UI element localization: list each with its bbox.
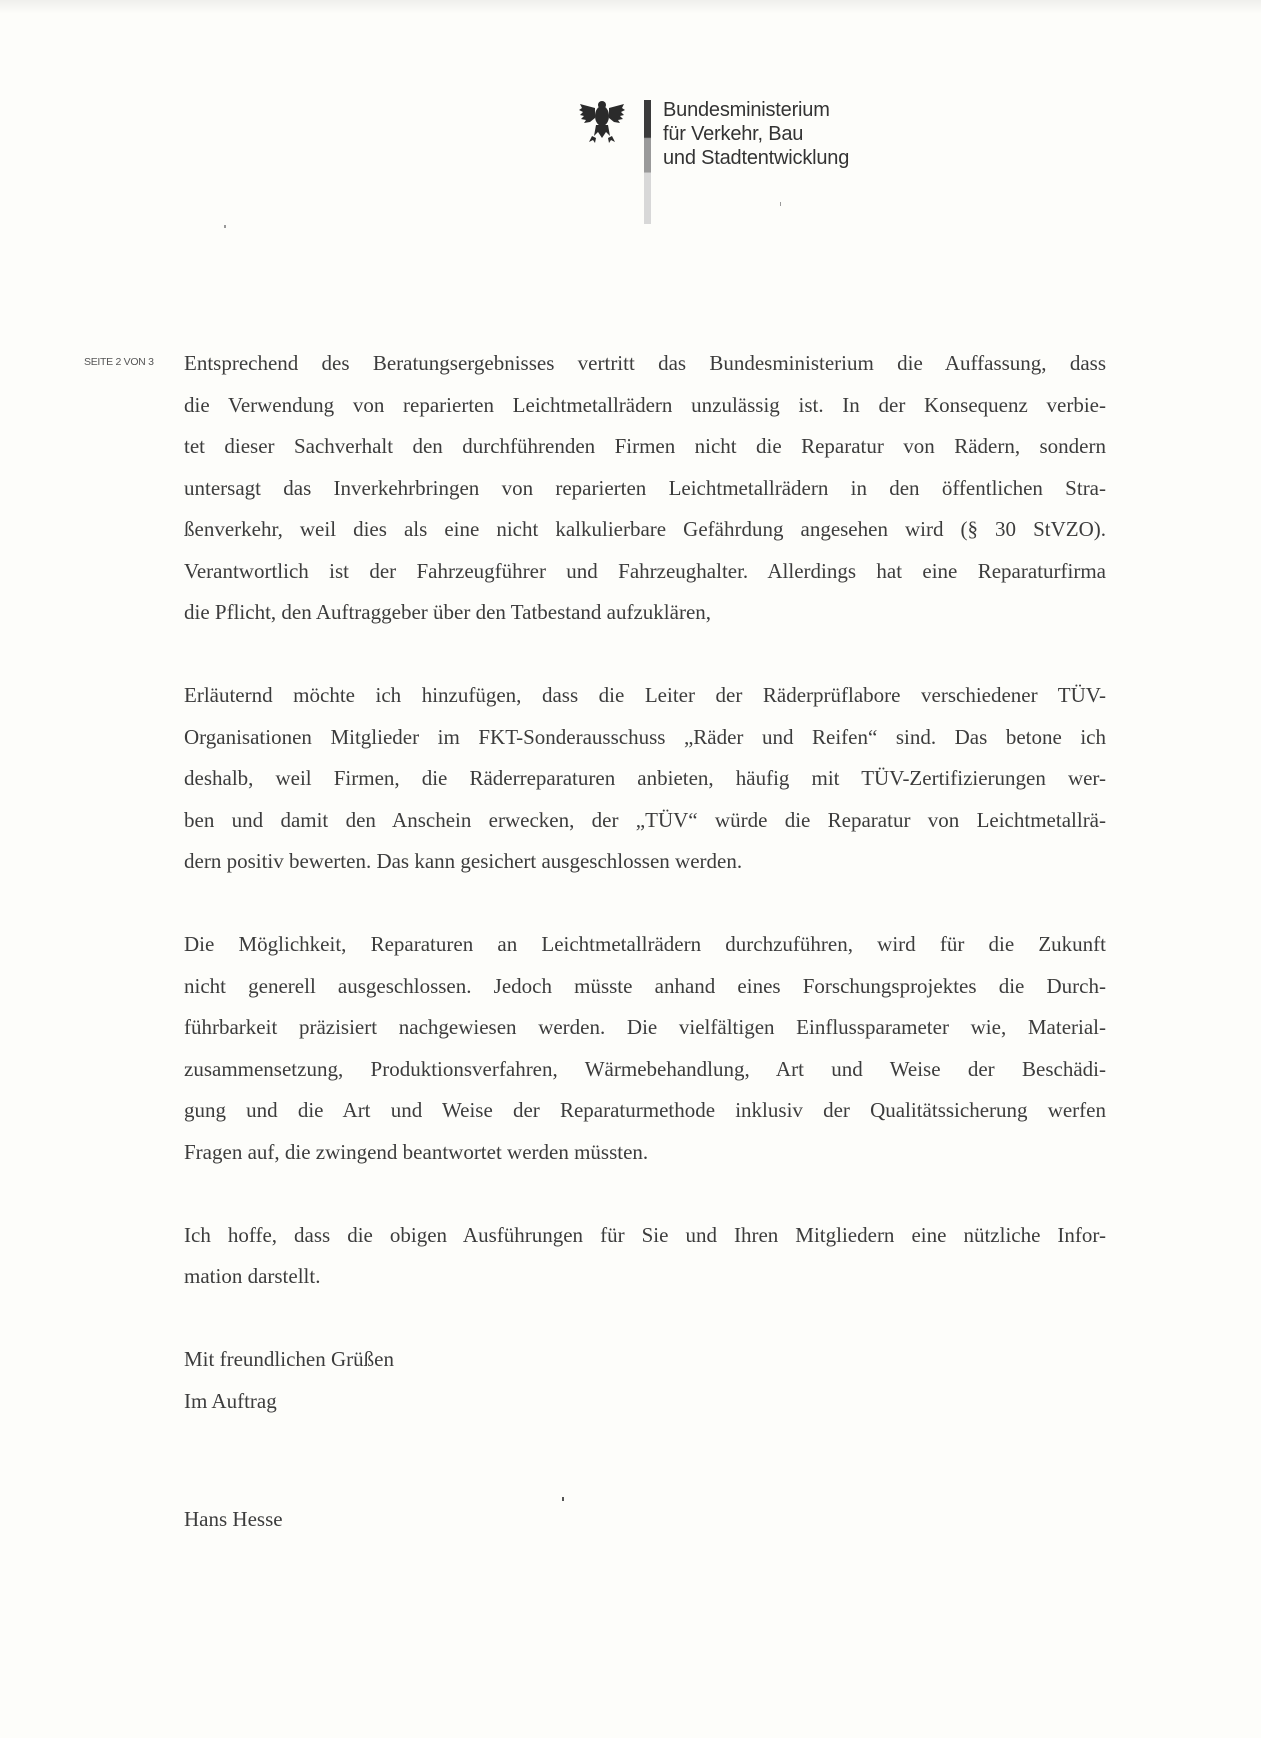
signer-name: Hans Hesse [184,1507,283,1531]
text-line: ßenverkehr, weil dies als eine nicht kalkulierbare Gefährdung angesehen wird (§ 30 StVZO). [184,517,1106,541]
scan-speck [780,202,781,206]
text-line: Die Möglichkeit, Reparaturen an Leichtmetallrädern durchzuführen, wird für die Zukunft [184,932,1106,956]
text-line: zusammensetzung, Produktionsverfahren, Wärmebehandlung, Art und Weise der Beschädi- [184,1056,1106,1081]
text-line: mation darstellt. [184,1264,321,1288]
ministry-line: und Stadtentwicklung [663,147,850,169]
closing-on-behalf: Im Auftrag [184,1389,277,1413]
ministry-line: Bundesministerium [663,99,830,121]
paragraph [184,1215,1106,1298]
scan-speck [562,1497,564,1501]
text-line: gung und die Art und Weise der Reparaturmethode inklusiv der Qualitätssicherung werfen [184,1098,1106,1122]
text-line: dern positiv bewerten. Das kann gesichert ausgeschlossen werden. [184,849,743,873]
paragraph [184,343,1106,634]
text-line: Fragen auf, die zwingend beantwortet werden müssten. [184,1139,649,1164]
paragraph [184,924,1106,1173]
ministry-name [663,98,849,170]
text-line: führbarkeit präzisiert nachgewiesen werden. Die vielfältigen Einflussparameter wie, Material- [184,1015,1106,1039]
scan-speck [224,225,226,228]
ministry-line: für Verkehr, Bau [663,123,804,145]
text-line: die Pflicht, den Auftraggeber über den Tatbestand aufzuklären, [184,600,712,624]
text-line: tet dieser Sachverhalt den durchführenden Firmen nicht die Reparatur von Rädern, sondern [184,434,1106,458]
text-line: deshalb, weil Firmen, die Räderreparaturen anbieten, häufig mit TÜV-Zertifizierungen wer- [184,766,1106,790]
text-line: Entsprechend des Beratungsergebnisses vertritt das Bundesministerium die Auffassung, dass [184,351,1106,375]
letterhead-color-bar [644,100,651,224]
text-line: nicht generell ausgeschlossen. Jedoch müsste anhand eines Forschungsprojektes die Durch- [184,973,1106,998]
scan-edge [0,0,1261,14]
closing-greeting: Mit freundlichen Grüßen [184,1347,394,1371]
text-line: Ich hoffe, dass die obigen Ausführungen für Sie und Ihren Mitgliedern eine nützliche Infor- [184,1222,1106,1247]
text-line: Verantwortlich ist der Fahrzeugführer und Fahrzeughalter. Allerdings hat eine Reparaturfirma [184,558,1106,583]
text-line: Organisationen Mitglieder im FKT-Sonderausschuss „Räder und Reifen“ sind. Das betone ich [184,724,1106,749]
text-line: untersagt das Inverkehrbringen von reparierten Leichtmetallrädern in den öffentlichen Stra- [184,475,1106,500]
text-line: ben und damit den Anschein erwecken, der „TÜV“ würde die Reparatur von Leichtmetallrä- [184,807,1106,832]
page-number: SEITE 2 VON 3 [84,356,154,368]
text-line: die Verwendung von reparierten Leichtmetallrädern unzulässig ist. In der Konsequenz verbie- [184,392,1106,417]
text-line: Erläuternd möchte ich hinzufügen, dass die Leiter der Räderprüflabore verschiedener TÜV- [184,683,1106,707]
federal-eagle-icon [578,98,626,144]
letterhead [578,98,849,224]
paragraph [184,675,1106,883]
letter-body [184,343,1106,1339]
closing [184,1338,394,1422]
